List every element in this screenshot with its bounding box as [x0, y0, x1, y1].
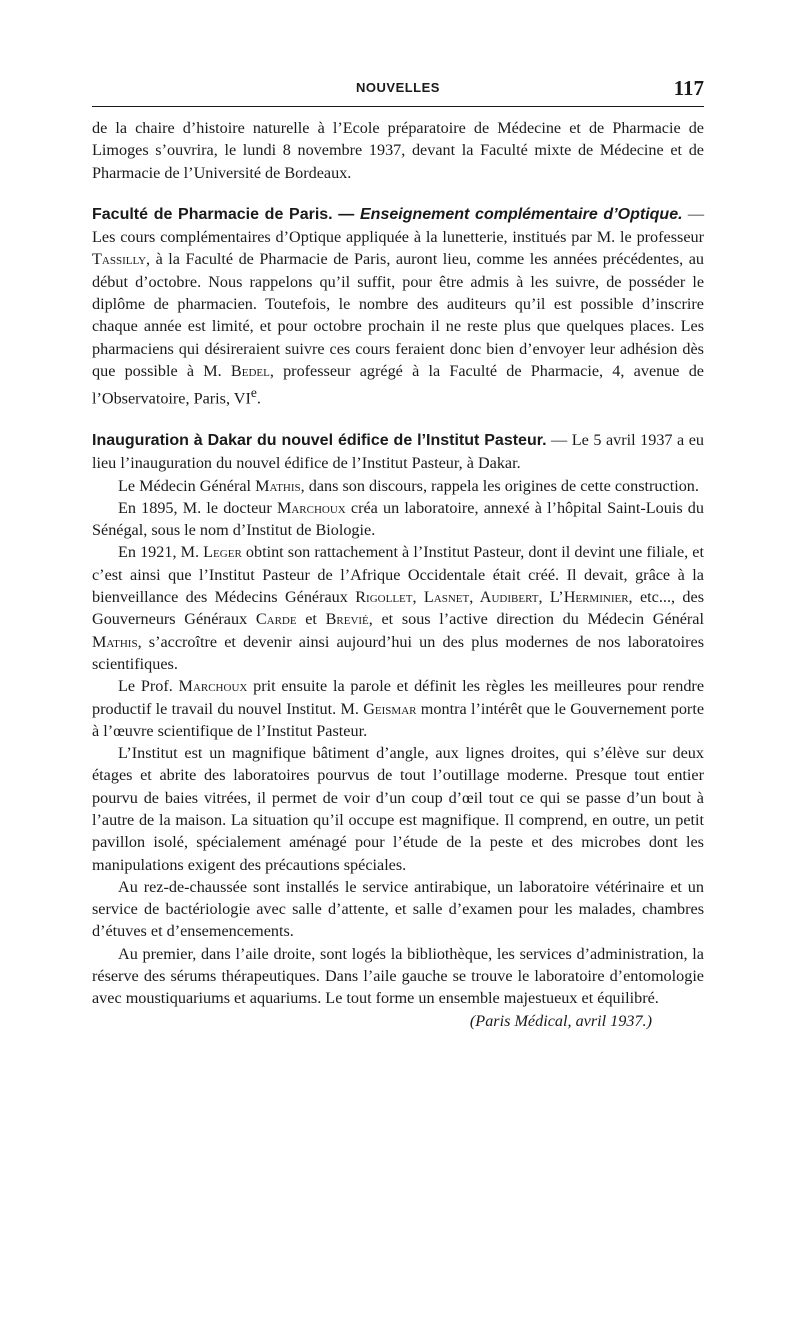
section-heading: Inauguration à Dakar du nouvel édifice de l’Institut Pasteur.	[92, 431, 547, 449]
text: , dans son discours, rappela les origines de cette construction.	[300, 476, 699, 495]
person-name: Marchoux	[178, 677, 248, 696]
section-heading: Faculté de Pharmacie de Paris.	[92, 205, 333, 223]
header-rule	[92, 106, 704, 107]
text: montra l’intérêt que le Gouvernement porte à l’œuvre scientifique de l’Institut Pasteur.	[92, 699, 705, 740]
paragraph	[92, 541, 704, 675]
heading-dash: —	[332, 205, 360, 223]
section-subheading: Enseignement complémentaire d’Optique.	[360, 205, 683, 223]
person-name: Mathis	[92, 632, 138, 651]
text: prit ensuite la parole et définit les règles les meilleures pour rendre productif le travail du nouvel Institut. M.	[92, 677, 704, 718]
text: , professeur agrégé à la Faculté de Pharmacie, 4, avenue de l’Observatoire, Paris, VI	[92, 361, 704, 408]
paragraph: Au rez-de-chaussée sont installés le service antirabique, un laboratoire vétérinaire et un service de bactériologie avec salle d’attente, et salle d’examen pour les malades, chambres d’étuves et d’ensemencements.	[92, 877, 704, 941]
paragraph-continuation: de la chaire d’histoire naturelle à l’Ecole préparatoire de Médecine et de Pharmacie de Limoges s’ouvrira, le lundi 8 novembre 1937, devant la Faculté mixte de Médecine et de Pharmacie de l’Université de Bordeaux.	[92, 119, 704, 182]
section-pasteur-intro	[92, 429, 704, 475]
text: — Les cours complémentaires d’Optique appliquée à la lunetterie, institués par M. le professeur	[92, 204, 705, 247]
text: obtint son rattachement à l’Institut Pasteur, dont il devint une filiale, et c’est ainsi que l’Institut Pasteur de l’Afrique Occidentale était créé. Il devait, grâce à la bienveillance des Médecins Généraux	[92, 543, 704, 607]
text: créa un laboratoire, annexé à l’hôpital Saint-Louis du Sénégal, sous le nom d’Institut de Biologie.	[92, 498, 704, 540]
person-name: Bedel	[230, 361, 270, 380]
text: , et sous l’active direction du Médecin Général	[368, 610, 704, 629]
text: — Le 5 avril 1937 a eu lieu l’inauguration du nouvel édifice de l’Institut Pasteur, à Dakar.	[92, 430, 705, 473]
person-name: Geismar	[363, 699, 417, 718]
text: Le Médecin Général	[118, 476, 256, 495]
person-name: Leger	[203, 543, 242, 562]
text: , à la Faculté de Pharmacie de Paris, auront lieu, comme les années précédentes, au début d’octobre. Nous rappelons qu’il suffit, pour être admis à les suivre, de posséder le diplôme de pharmacien. Toutefois, le nombre des auditeurs qu’il est possible d’inscrire chaque année est limité, et pour octobre prochain il ne reste plus que quelques places. Les pharmaciens qui désireraient suivre ces cours feraient donc bien d’envoyer leur adhésion dès que possible à M.	[92, 250, 704, 380]
paragraph: L’Institut est un magnifique bâtiment d’angle, aux lignes droites, qui s’élève sur deux étages et abrite des laboratoires pourvus de tout l’outillage moderne. Presque tout entier pourvu de baies vitrées, il permet de voir d’un coup d’œil tout ce qui se passe d’un bout à l’autre de la maison. La situation qu’il occupe est magnifique. Il comprend, en outre, un petit pavillon isolé, spécialement aménagé pour l’étude de la peste et des microbes dont les manipulations exigent des précautions spéciales.	[92, 744, 704, 874]
person-name: Brevié	[325, 610, 369, 629]
superscript: e	[250, 385, 257, 401]
paragraph	[92, 497, 704, 542]
text: Le Prof.	[118, 677, 179, 696]
text: .	[256, 389, 261, 408]
section-optique	[92, 203, 704, 410]
person-name: Carde	[255, 610, 297, 629]
paragraph: Au premier, dans l’aile droite, sont logés la bibliothèque, les services d’administration, la réserve des sérums thérapeutiques. Dans l’aile gauche se trouve le laboratoire d’entomologie avec moustiquariums et aquariums. Le tout forme un ensemble majestueux et équilibré.	[92, 944, 704, 1008]
person-name: Mathis	[255, 476, 301, 495]
person-name: Marchoux	[276, 498, 346, 517]
text: , etc..., des Gouverneurs Généraux	[92, 588, 704, 629]
page-number: 117	[673, 76, 704, 100]
person-names: Rigollet, Lasnet, Audibert, L’Herminier	[355, 588, 629, 607]
text: et	[296, 610, 326, 629]
text: En 1921, M.	[118, 543, 204, 562]
text: , s’accroître et devenir ainsi aujourd’hui un des plus modernes de nos laboratoires scientifiques.	[92, 632, 704, 673]
paragraph	[92, 675, 704, 742]
person-name: Tassilly	[92, 250, 147, 269]
running-header	[92, 76, 704, 102]
text: En 1895, M. le docteur	[118, 498, 277, 517]
source-citation: (Paris Médical, avril 1937.)	[469, 1011, 652, 1030]
running-title: NOUVELLES	[356, 80, 440, 95]
page	[92, 76, 704, 1032]
paragraph	[92, 475, 704, 497]
